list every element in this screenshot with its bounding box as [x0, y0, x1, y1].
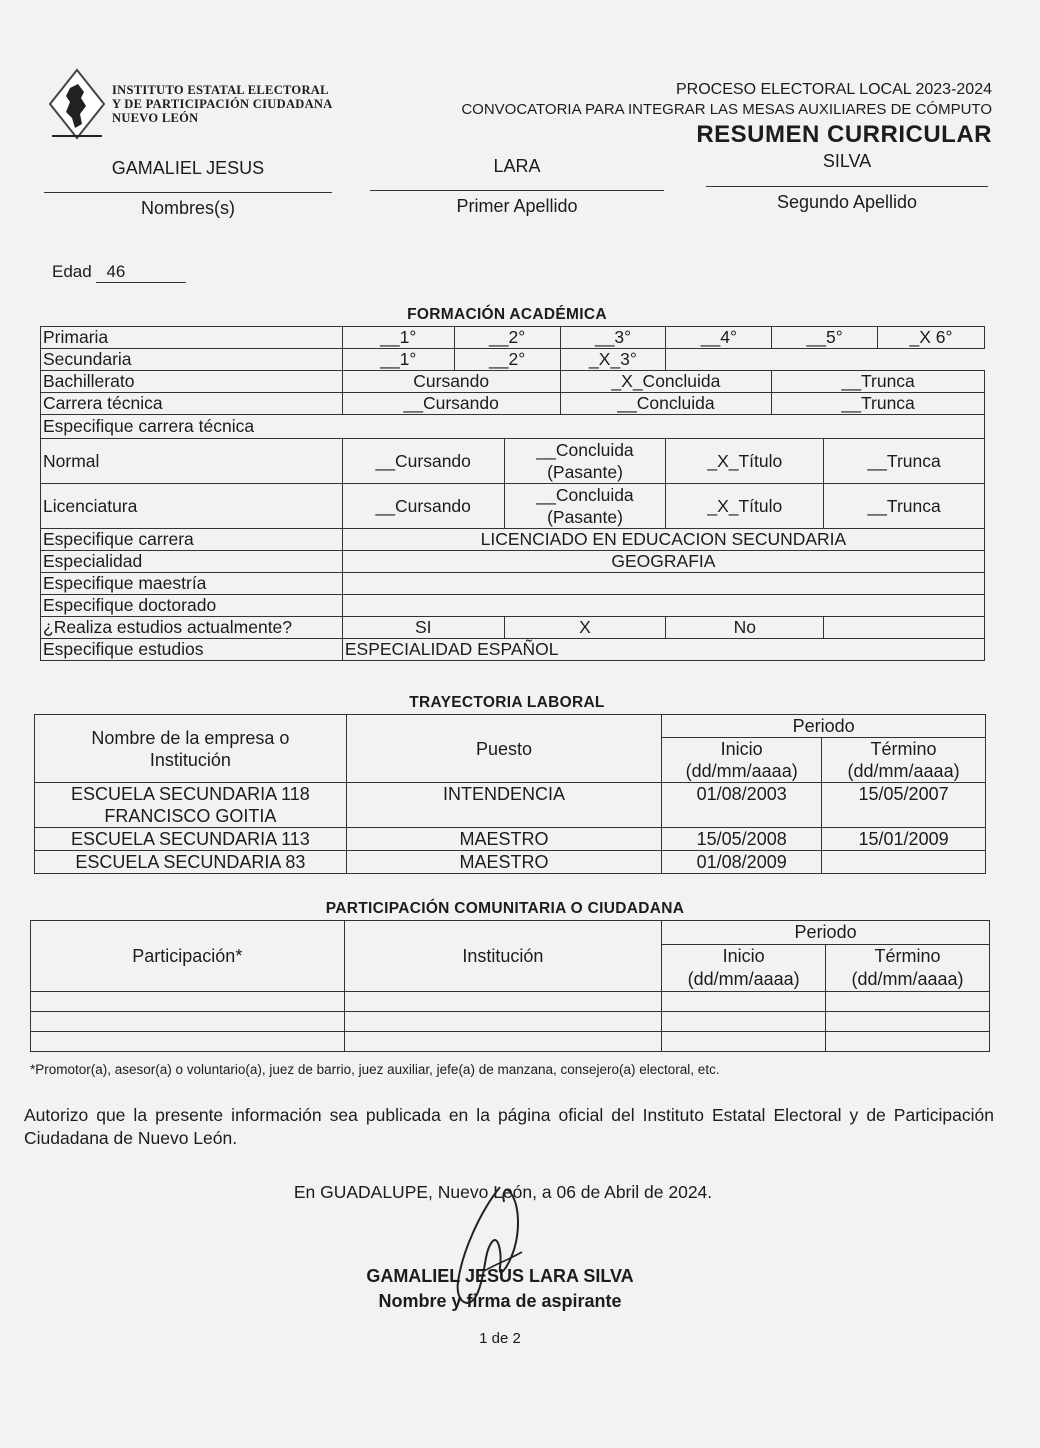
- primaria-label: Primaria: [41, 327, 343, 349]
- termino-cell: 15/01/2009: [822, 828, 986, 851]
- empresa-cell: ESCUELA SECUNDARIA 113: [35, 828, 347, 851]
- especifique-tecnica-label: Especifique carrera técnica: [41, 415, 985, 439]
- licenciatura-concluida: [504, 484, 666, 529]
- process-header: [461, 80, 992, 150]
- licenciatura-concluida-text: __Concluida: [536, 485, 634, 505]
- estudios-si: SI: [342, 617, 504, 639]
- row-especifique-carrera: [41, 529, 985, 551]
- table-row: [31, 992, 990, 1012]
- inicio-cell: 01/08/2003: [662, 783, 822, 828]
- carrera-tecnica-trunca: __Trunca: [772, 393, 985, 415]
- licenciatura-trunca: __Trunca: [824, 484, 985, 529]
- empty-cell: [344, 992, 662, 1012]
- trayectoria-title: TRAYECTORIA LABORAL: [409, 694, 605, 711]
- empty-cell: [662, 1032, 826, 1052]
- empty-cell: [344, 1032, 662, 1052]
- estudios-no: No: [666, 617, 824, 639]
- formacion-title: FORMACIÓN ACADÉMICA: [407, 306, 607, 323]
- table-row: [31, 1032, 990, 1052]
- firma-block: [0, 1264, 1000, 1314]
- especifique-carrera-label: Especifique carrera: [41, 529, 343, 551]
- row-primaria: [41, 327, 985, 349]
- normal-cursando: __Cursando: [342, 439, 504, 484]
- nombres-label: Nombres(s): [140, 198, 235, 218]
- edad-value: 46: [96, 262, 186, 283]
- licenciatura-titulo: _X_Título: [666, 484, 824, 529]
- col-puesto-header: Puesto: [346, 715, 661, 783]
- segundo-apellido-value: SILVA: [822, 151, 872, 171]
- empty-cell: [344, 1012, 662, 1032]
- puesto-cell: MAESTRO: [346, 851, 661, 874]
- inicio-cell: 01/08/2009: [662, 851, 822, 874]
- participacion-table: [30, 920, 990, 1052]
- normal-label: Normal: [41, 439, 343, 484]
- row-normal: [41, 439, 985, 484]
- table-row: [35, 828, 986, 851]
- row-estudios-actuales: [41, 617, 985, 639]
- participacion-note: *Promotor(a), asesor(a) o voluntario(a), juez de barrio, juez auxiliar, jefe(a) de manzana, consejero(a) electoral, etc.: [30, 1062, 720, 1077]
- empty-cell: [31, 1012, 345, 1032]
- licenciatura-pasante-text: (Pasante): [547, 507, 623, 527]
- row-secundaria: [41, 349, 985, 371]
- secundaria-label: Secundaria: [41, 349, 343, 371]
- empty-cell: [662, 992, 826, 1012]
- estudios-actuales-label: ¿Realiza estudios actualmente?: [41, 617, 343, 639]
- nombres-line: [44, 192, 332, 193]
- estudios-mark: X: [504, 617, 666, 639]
- nombres-value: GAMALIEL JESUS: [111, 158, 265, 178]
- empty-cell: [826, 1032, 990, 1052]
- row-carrera-tecnica: [41, 393, 985, 415]
- row-especialidad: [41, 551, 985, 573]
- institute-name: [112, 83, 333, 125]
- carrera-tecnica-cursando: __Cursando: [342, 393, 560, 415]
- segundo-apellido-label: Segundo Apellido: [776, 192, 918, 212]
- empty-cell: [826, 992, 990, 1012]
- aspirante-nombre: GAMALIEL JESUS LARA SILVA: [366, 1266, 634, 1286]
- carrera-tecnica-label: Carrera técnica: [41, 393, 343, 415]
- especifique-estudios-label: Especifique estudios: [41, 639, 343, 661]
- row-licenciatura: [41, 484, 985, 529]
- especialidad-value: GEOGRAFIA: [342, 551, 984, 573]
- trayectoria-header-row-1: [35, 715, 986, 738]
- lugar-fecha: En GUADALUPE, Nuevo León, a 06 de Abril de 2024.: [293, 1182, 713, 1202]
- edad-field: [52, 262, 186, 283]
- formacion-table: [40, 326, 985, 661]
- primer-apellido-label: Primer Apellido: [456, 196, 578, 216]
- primer-apellido-line: [370, 190, 664, 191]
- primaria-4: __4°: [666, 327, 772, 349]
- doctorado-value: [342, 595, 984, 617]
- row-bachillerato: [41, 371, 985, 393]
- empresa-cell: ESCUELA SECUNDARIA 83: [35, 851, 347, 874]
- primaria-3: __3°: [560, 327, 666, 349]
- empty-cell: [662, 1012, 826, 1032]
- normal-titulo: _X_Título: [666, 439, 824, 484]
- row-especifique-tecnica: [41, 415, 985, 439]
- inicio-cell: 15/05/2008: [662, 828, 822, 851]
- empty-cell: [31, 992, 345, 1012]
- primaria-1: __1°: [342, 327, 454, 349]
- firma-label: Nombre y firma de aspirante: [378, 1291, 622, 1311]
- table-row: [35, 783, 986, 828]
- row-maestria: [41, 573, 985, 595]
- row-especifique-estudios: [41, 639, 985, 661]
- participacion-title: PARTICIPACIÓN COMUNITARIA O CIUDADANA: [325, 900, 685, 917]
- estudios-no-mark: [824, 617, 985, 639]
- col-periodo-header: Periodo: [662, 921, 990, 945]
- normal-concluida-text: __Concluida: [536, 440, 634, 460]
- licenciatura-cursando: __Cursando: [342, 484, 504, 529]
- secundaria-2: __2°: [454, 349, 560, 371]
- primaria-5: __5°: [772, 327, 878, 349]
- document-title: RESUMEN CURRICULAR: [696, 121, 992, 148]
- secundaria-empty: [666, 349, 985, 371]
- col-empresa-header: Nombre de la empresa o Institución: [35, 715, 347, 783]
- col-inicio-header: Inicio (dd/mm/aaaa): [662, 738, 822, 783]
- col-termino-header: Término (dd/mm/aaaa): [826, 945, 990, 992]
- secundaria-3: _X_3°: [560, 349, 666, 371]
- table-row: [35, 851, 986, 874]
- col-periodo-header: Periodo: [662, 715, 986, 738]
- primaria-2: __2°: [454, 327, 560, 349]
- col-institucion-header: Institución: [344, 921, 662, 992]
- institute-line-3: NUEVO LEÓN: [112, 111, 199, 125]
- empty-cell: [826, 1012, 990, 1032]
- primaria-6: _X 6°: [878, 327, 985, 349]
- maestria-value: [342, 573, 984, 595]
- bachillerato-trunca: __Trunca: [772, 371, 985, 393]
- puesto-cell: MAESTRO: [346, 828, 661, 851]
- normal-pasante-text: (Pasante): [547, 462, 623, 482]
- especialidad-label: Especialidad: [41, 551, 343, 573]
- col-termino-header: Término (dd/mm/aaaa): [822, 738, 986, 783]
- row-doctorado: [41, 595, 985, 617]
- process-title: PROCESO ELECTORAL LOCAL 2023-2024: [676, 81, 992, 98]
- termino-cell: [822, 851, 986, 874]
- maestria-label: Especifique maestría: [41, 573, 343, 595]
- col-inicio-header: Inicio (dd/mm/aaaa): [662, 945, 826, 992]
- trayectoria-table: [34, 714, 986, 874]
- bachillerato-concluida: _X_Concluida: [560, 371, 772, 393]
- table-row: [31, 1012, 990, 1032]
- bachillerato-label: Bachillerato: [41, 371, 343, 393]
- institute-line-2: Y DE PARTICIPACIÓN CIUDADANA: [112, 97, 333, 111]
- secundaria-1: __1°: [342, 349, 454, 371]
- autorizacion-text: Autorizo que la presente información sea publicada en la página oficial del Instituto Estatal Electoral y de Participación Ciudadana de Nuevo León.: [24, 1105, 994, 1148]
- empresa-cell: ESCUELA SECUNDARIA 118 FRANCISCO GOITIA: [35, 783, 347, 828]
- institute-line-1: INSTITUTO ESTATAL ELECTORAL: [112, 83, 329, 97]
- primer-apellido-value: LARA: [493, 156, 541, 176]
- call-title: CONVOCATORIA PARA INTEGRAR LAS MESAS AUXILIARES DE CÓMPUTO: [461, 101, 992, 118]
- termino-cell: 15/05/2007: [822, 783, 986, 828]
- iee-logo-icon: [48, 68, 106, 140]
- col-participacion-header: Participación*: [31, 921, 345, 992]
- participacion-header-row-1: [31, 921, 990, 945]
- carrera-tecnica-concluida: __Concluida: [560, 393, 772, 415]
- licenciatura-label: Licenciatura: [41, 484, 343, 529]
- segundo-apellido-line: [706, 186, 988, 187]
- especifique-carrera-value: LICENCIADO EN EDUCACION SECUNDARIA: [342, 529, 984, 551]
- puesto-cell: INTENDENCIA: [346, 783, 661, 828]
- bachillerato-cursando: Cursando: [342, 371, 560, 393]
- empty-cell: [31, 1032, 345, 1052]
- doctorado-label: Especifique doctorado: [41, 595, 343, 617]
- normal-concluida: [504, 439, 666, 484]
- edad-label: Edad: [52, 262, 92, 281]
- page-number: 1 de 2: [479, 1330, 521, 1347]
- normal-trunca: __Trunca: [824, 439, 985, 484]
- especifique-estudios-value: ESPECIALIDAD ESPAÑOL: [342, 639, 984, 661]
